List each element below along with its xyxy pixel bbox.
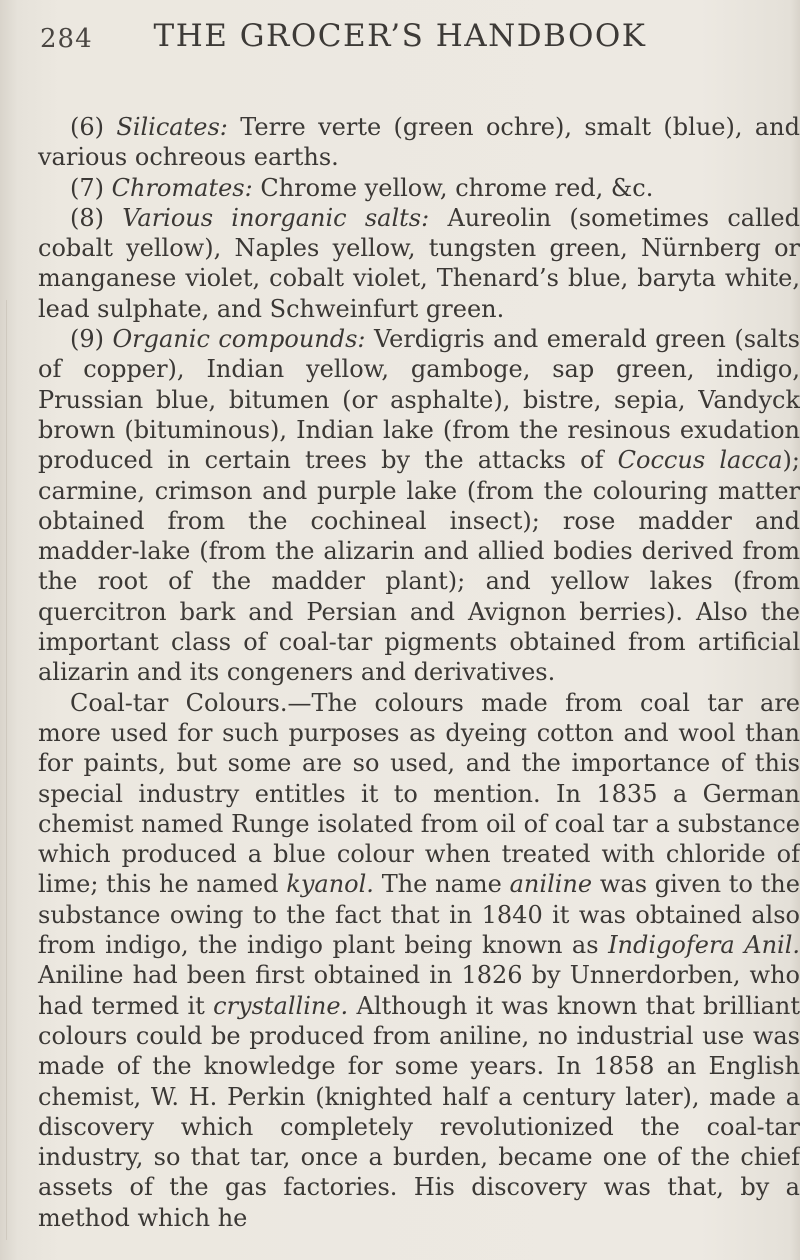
paragraph-text: Although it was known that brilliant colours could be produced from aniline, no industrial use was made of the knowledge for some years. In 1858 an English chemist, W. H. Perkin (knighted half a century later), made a discovery which completely revolutionized the coal-tar industry, so that tar, once a burden, became one of the chief assets of the gas factories. His discovery was that, by a method which he xyxy=(38,991,800,1232)
item-label: (6) xyxy=(70,113,104,141)
italic-term: Coccus lacca xyxy=(617,446,783,475)
paragraph-silicates xyxy=(38,112,800,173)
item-label: (7) xyxy=(70,173,104,202)
paragraph-text: Terre verte (green ochre), smalt (blue), and various ochreous earths. xyxy=(38,113,800,172)
section-heading: Coal-tar Colours.— xyxy=(70,688,312,717)
italic-term: crystalline. xyxy=(213,991,349,1020)
paragraph-text: Aniline had been first obtained in 1826 by Unnerdorben, who had termed it xyxy=(38,961,800,1020)
item-label: (9) xyxy=(70,325,104,354)
paragraph-coal-tar-colours xyxy=(38,688,800,1233)
paragraph-text: The name xyxy=(381,870,502,899)
page-header xyxy=(0,18,800,68)
paragraph-text: ); carmine, crimson and purple lake (from the colouring matter obtained from the cochineal insect); rose madder and madder-lake (from the alizarin and allied bodies derived from the root of the madder plant); and yellow lakes (from quercitron bark and Persian and Avignon berries). Also the important class of coal-tar pigments obtained from artificial alizarin and its congeners and derivatives. xyxy=(38,446,800,687)
page-number: 284 xyxy=(40,24,93,54)
paragraph-text: Verdigris and emerald green (salts of copper), Indian yellow, gamboge, sap green, indigo, Prussian blue, bitumen (or asphalte), bistre, sepia, Vandyck brown (bituminous), Indian lake (from the resinous exudation produced in certain trees by the attacks of xyxy=(38,325,800,475)
paragraph-text: The colours made from coal tar are more used for such purposes as dyeing cotton and wool than for paints, but some are so used, and the importance of this special industry entitles it to mention. In 1835 a German chemist named Runge isolated from oil of coal tar a substance which produced a blue colour when treated with chloride of lime; this he named xyxy=(38,688,800,899)
page-edge-shadow xyxy=(6,300,7,1240)
italic-heading: Organic compounds: xyxy=(112,325,366,354)
paragraph-text: Aureolin (sometimes called cobalt yellow), Naples yellow, tungsten green, Nürnberg or manganese violet, cobalt violet, Thenard’s blue, baryta white, lead sulphate, and Schweinfurt green. xyxy=(38,203,800,323)
italic-term: aniline xyxy=(509,870,593,899)
italic-heading: Various inorganic salts: xyxy=(122,203,430,232)
paragraph-chromates xyxy=(38,173,800,203)
running-head: THE GROCER’S HANDBOOK xyxy=(153,18,647,54)
italic-term: Indigofera Anil. xyxy=(608,931,800,960)
body-text xyxy=(38,112,800,1233)
item-label: (8) xyxy=(70,203,104,232)
italic-term: kyanol. xyxy=(286,870,374,899)
paragraph-organic-compounds xyxy=(38,324,800,688)
italic-heading: Silicates: xyxy=(116,113,228,141)
paragraph-inorganic-salts xyxy=(38,203,800,324)
italic-heading: Chromates: xyxy=(111,173,253,202)
paragraph-text: Chrome yellow, chrome red, &c. xyxy=(260,173,654,202)
paragraph-text: was given to the substance owing to the fact that in 1840 it was obtained also from indigo, the indigo plant being known as xyxy=(38,870,800,960)
